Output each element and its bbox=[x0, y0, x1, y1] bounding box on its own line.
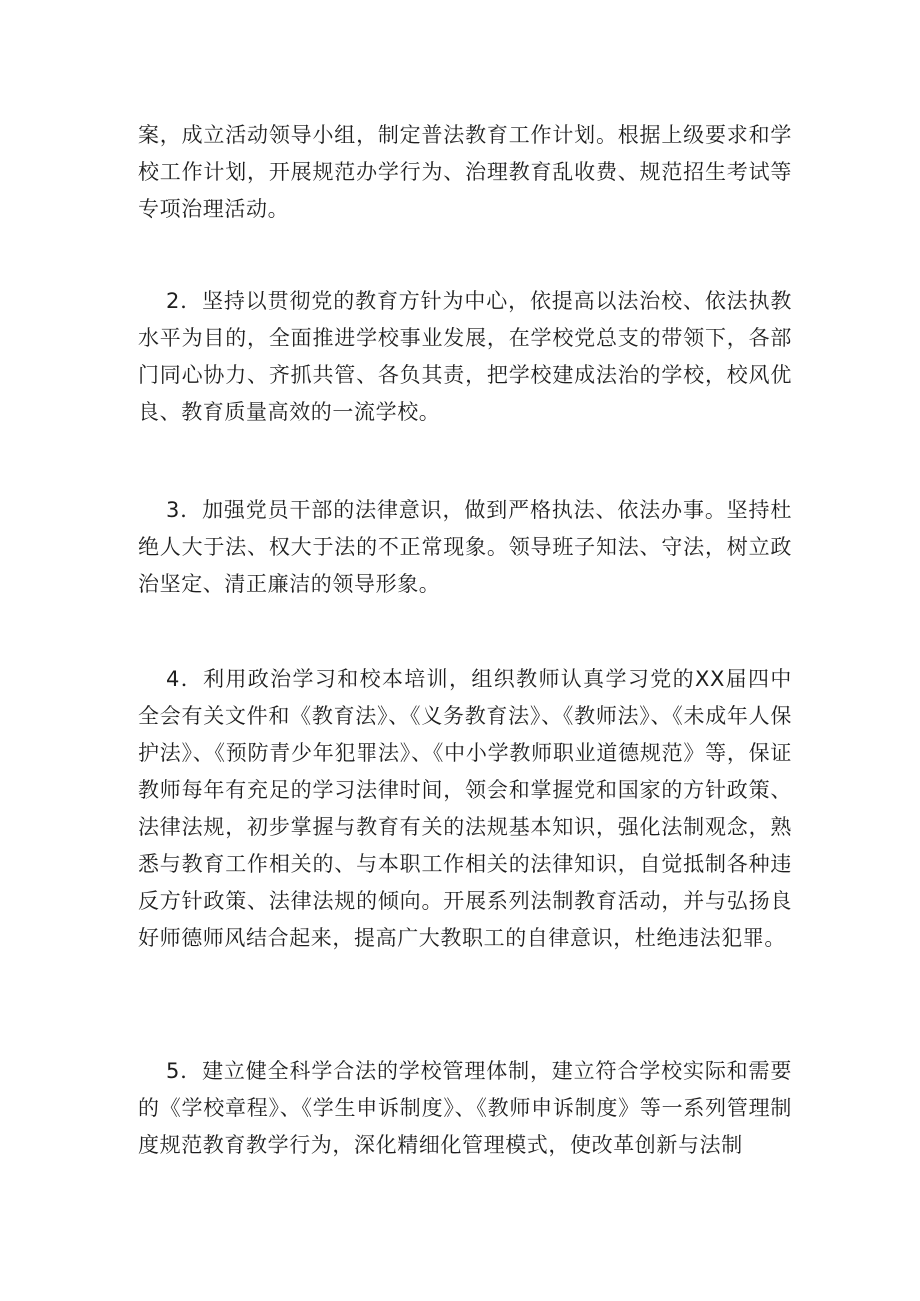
paragraph-item-3: 3．加强党员干部的法律意识，做到严格执法、依法办事。坚持杜绝人大于法、权大于法的不正常现象。领导班子知法、守法，树立政治坚定、清正廉洁的领导形象。 bbox=[138, 498, 792, 596]
paragraph-item-2: 2．坚持以贯彻党的教育方针为中心，依提高以法治校、依法执教水平为目的，全面推进学校事业发展，在学校党总支的带领下，各部门同心协力、齐抓共管、各负其责，把学校建成法治的学校，校风优良、教育质量高效的一流学校。 bbox=[138, 289, 792, 424]
paragraph-continuation: 案，成立活动领导小组，制定普法教育工作计划。根据上级要求和学校工作计划，开展规范办学行为、治理教育乱收费、规范招生考试等专项治理活动。 bbox=[138, 123, 792, 221]
paragraph-item-4: 4．利用政治学习和校本培训，组织教师认真学习党的XX届四中全会有关文件和《教育法》、《义务教育法》、《教师法》、《未成年人保护法》、《预防青少年犯罪法》、《中小学教师职业道德规范》等，保证教师每年有充足的学习法律时间，领会和掌握党和国家的方针政策、法律法规，初步掌握与教育有关的法规基本知识，强化法制观念，熟悉与教育工作相关的、与本职工作相关的法律知识，自觉抵制各种违反方针政策、法律法规的倾向。开展系列法制教育活动，并与弘扬良好师德师风结合起来，提高广大教职工的自律意识，杜绝违法犯罪。 bbox=[138, 667, 792, 950]
paragraph-item-5: 5．建立健全科学合法的学校管理体制，建立符合学校实际和需要的《学校章程》、《学生申诉制度》、《教师申诉制度》等一系列管理制度规范教育教学行为，深化精细化管理模式，使改革创新与法制 bbox=[138, 1059, 792, 1157]
